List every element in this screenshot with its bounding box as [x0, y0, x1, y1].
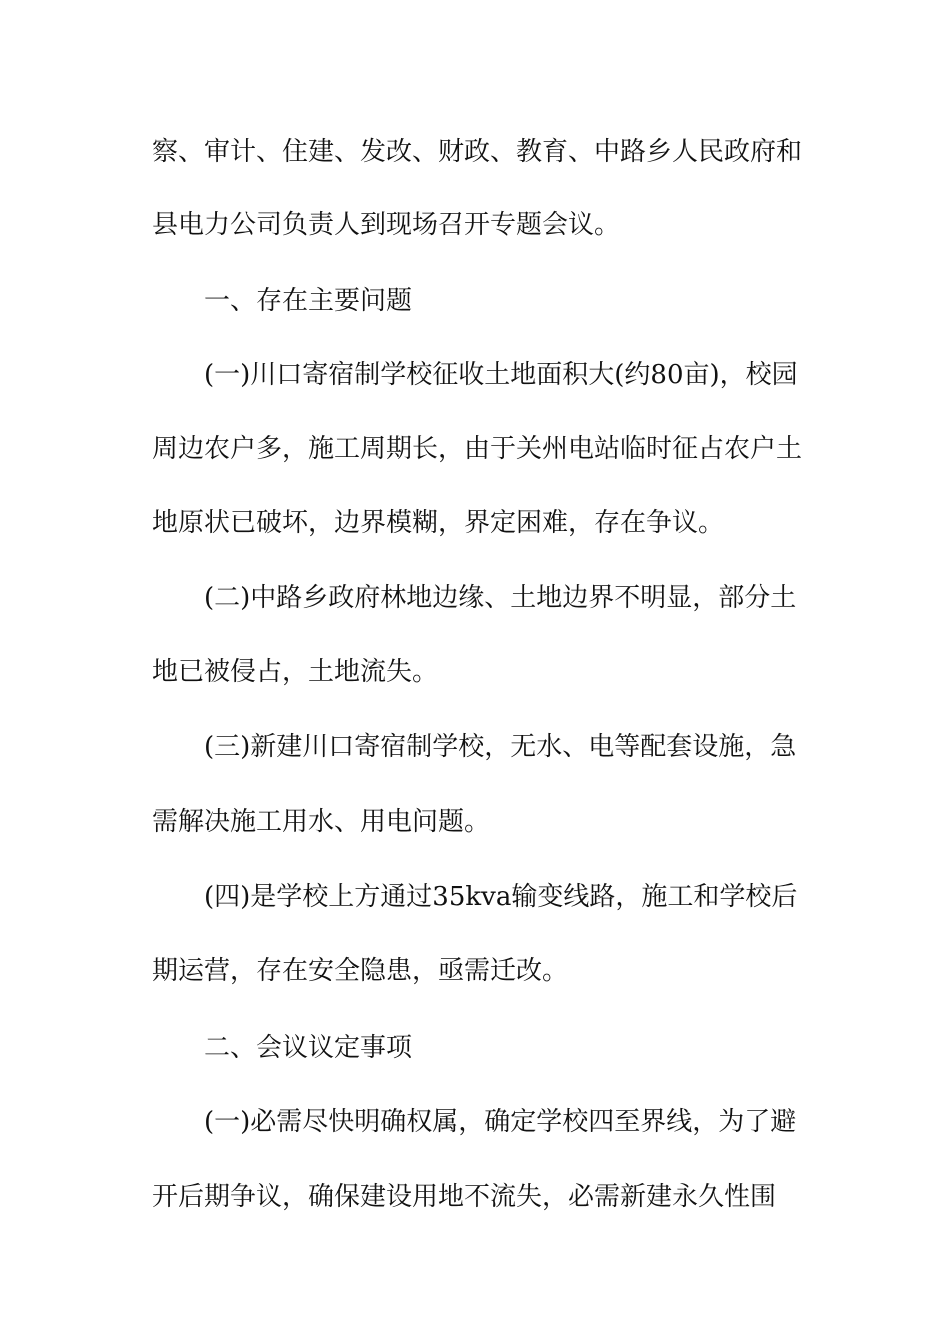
body-text-line: 察、审计、住建、发改、财政、教育、中路乡人民政府和	[152, 137, 803, 167]
section-heading: 一、存在主要问题	[204, 286, 413, 316]
body-text-line: 期运营，存在安全隐患，亟需迁改。	[152, 956, 569, 986]
body-text-line: 开后期争议，确保建设用地不流失，必需新建永久性围	[152, 1182, 777, 1212]
body-text-line: (三)新建川口寄宿制学校，无水、电等配套设施，急	[204, 732, 797, 762]
body-text-line: (二)中路乡政府林地边缘、土地边界不明显，部分土	[204, 583, 797, 613]
body-text-line: (一)川口寄宿制学校征收土地面积大(约80亩)，校园	[204, 360, 798, 390]
section-heading: 二、会议议定事项	[204, 1033, 413, 1063]
body-text-line: 地已被侵占，土地流失。	[152, 657, 439, 687]
body-text-line: 地原状已破坏，边界模糊，界定困难，存在争议。	[152, 508, 725, 538]
body-text-line: 县电力公司负责人到现场召开专题会议。	[152, 210, 621, 240]
body-text-line: 需解决施工用水、用电问题。	[152, 807, 491, 837]
body-text-line: (一)必需尽快明确权属，确定学校四至界线，为了避	[204, 1107, 797, 1137]
body-text-line: 周边农户多，施工周期长，由于关州电站临时征占农户土	[152, 434, 803, 464]
body-text-line: (四)是学校上方通过35kva输变线路，施工和学校后	[204, 882, 798, 912]
